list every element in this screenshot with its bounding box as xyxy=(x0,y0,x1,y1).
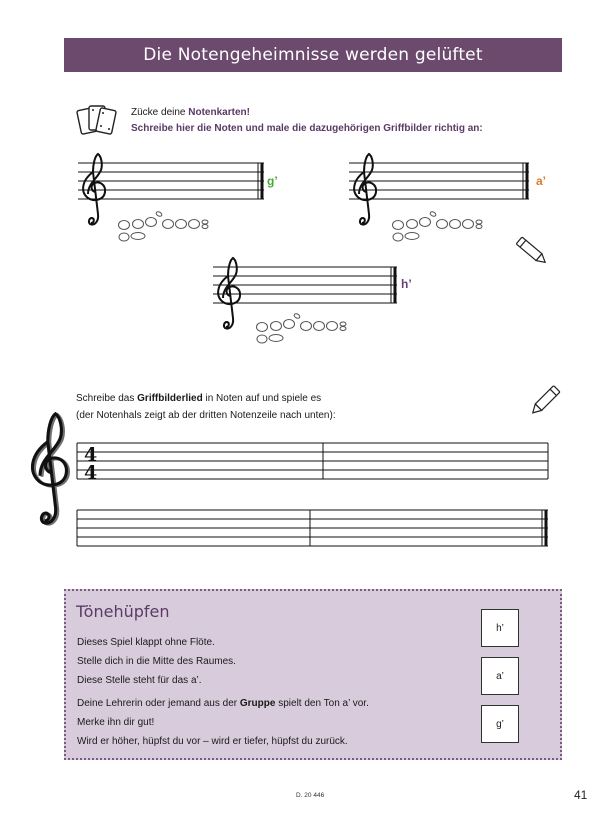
tone-box-g xyxy=(481,705,519,743)
game-line-5: Merke ihn dir gut! xyxy=(77,717,155,728)
game-line-4-bold: Gruppe xyxy=(239,698,276,709)
fingering-diagram-a xyxy=(393,211,483,241)
song-instruction-suffix: in Noten auf und spiele es xyxy=(202,393,322,404)
label-a: a’ xyxy=(536,174,547,188)
footer-code: D. 20 446 xyxy=(296,792,325,799)
song-instruction xyxy=(76,390,336,424)
game-line-2: Stelle dich in die Mitte des Raumes. xyxy=(77,656,236,667)
tone-box-h-label: h’ xyxy=(496,622,504,634)
game-box-para2 xyxy=(77,694,369,751)
song-instruction-line2: (der Notenhals zeigt ab der dritten Notenzeile nach unten): xyxy=(76,410,336,421)
page-number: 41 xyxy=(574,788,588,802)
song-staff-2 xyxy=(77,510,548,546)
fingering-diagram-h xyxy=(257,313,347,343)
song-instruction-line1 xyxy=(76,390,336,407)
game-line-3: Diese Stelle steht für das a’. xyxy=(77,675,202,686)
tone-box-a-label: a’ xyxy=(496,670,504,682)
song-instruction-bold: Griffbilderlied xyxy=(137,393,203,404)
song-staff-1 xyxy=(77,443,548,479)
time-sig-top: 4 xyxy=(84,444,98,466)
cards-instruction-prefix: Zücke deine xyxy=(131,107,189,118)
treble-clef-icon-2 xyxy=(354,154,376,225)
treble-clef-icon-3 xyxy=(218,258,240,329)
fingering-diagram-g xyxy=(119,211,209,241)
game-line-6: Wird er höher, hüpfst du vor – wird er tiefer, hüpfst du zurück. xyxy=(77,736,348,747)
tone-box-h xyxy=(481,609,519,647)
cards-instruction-line2: Schreibe hier die Noten und male die dazugehörigen Griffbilder richtig an: xyxy=(131,123,483,134)
staff-g xyxy=(78,163,264,199)
tone-box-g-label: g’ xyxy=(496,718,504,730)
game-box-title: Tönehüpfen xyxy=(76,602,170,621)
label-g: g’ xyxy=(267,174,278,188)
pencil-icon-1 xyxy=(516,237,548,266)
game-line-4 xyxy=(77,694,369,713)
game-line-4-prefix: Deine Lehrerin oder jemand aus der xyxy=(77,698,240,709)
treble-clef-icon-1 xyxy=(83,154,105,225)
tone-box-a xyxy=(481,657,519,695)
cards-instruction-bold: Notenkarten! xyxy=(188,107,250,118)
game-box-para1 xyxy=(77,633,236,690)
pencil-icon-2 xyxy=(530,386,560,416)
time-sig-bottom: 4 xyxy=(84,462,98,484)
song-instruction-prefix: Schreibe das xyxy=(76,393,138,404)
page-title-text: Die Notengeheimnisse werden gelüftet xyxy=(143,45,483,65)
game-line-1: Dieses Spiel klappt ohne Flöte. xyxy=(77,637,215,648)
game-line-4-suffix: spielt den Ton a’ vor. xyxy=(275,698,369,709)
label-h: h’ xyxy=(401,277,412,291)
